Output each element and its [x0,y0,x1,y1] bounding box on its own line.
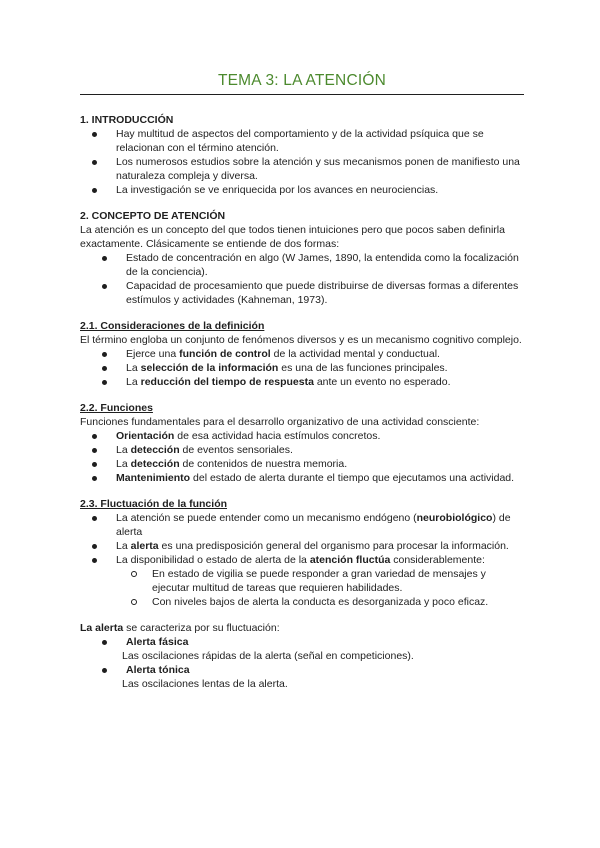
section-concepto [80,209,524,307]
list-item: Alerta tónica [80,663,524,677]
list-item: La disponibilidad o estado de alerta de la atención fluctúa considerablemente: En estado de vigilia se puede responder a gran variedad de mensajes y ejecutar multitud de tareas que requieren habilidades. Con niveles bajos de alerta la conducta es desorganizada y poco eficaz. [80,553,524,609]
document-body [80,113,524,703]
bullet-list [80,663,524,677]
page-title: TEMA 3: LA ATENCIÓN [217,72,387,89]
paragraph: Funciones fundamentales para el desarrollo organizativo de una actividad consciente: [80,416,480,428]
list-item: Alerta fásica [80,635,524,649]
sub-bullet-list [116,567,524,609]
list-item: Orientación de esa actividad hacia estímulos concretos. [80,429,524,443]
section-funciones [80,401,524,485]
section-heading: 2.3. Fluctuación de la función [80,498,228,510]
section-heading: 2.2. Funciones [80,402,153,414]
section-heading: 2. CONCEPTO DE ATENCIÓN [80,210,226,222]
sub-list-item: En estado de vigilia se puede responder a gran variedad de mensajes y ejecutar multitud de tareas que requieren habilidades. [116,567,524,595]
paragraph: El término engloba un conjunto de fenómenos diversos y es un mecanismo cognitivo complejo. [80,334,522,346]
paragraph: La alerta se caracteriza por su fluctuación: [80,622,280,634]
list-item: La reducción del tiempo de respuesta ante un evento no esperado. [80,375,524,389]
list-item: La selección de la información es una de las funciones principales. [80,361,524,375]
list-item: Hay multitud de aspectos del comportamiento y de la actividad psíquica que se relacionan con el término atención. [80,127,524,155]
alert-description: Las oscilaciones lentas de la alerta. [122,678,288,690]
title-underline [80,94,524,95]
alert-description: Las oscilaciones rápidas de la alerta (señal en competiciones). [122,650,414,662]
list-item: La alerta es una predisposición general del organismo para procesar la información. [80,539,524,553]
bullet-list [80,635,524,649]
bullet-list [80,511,524,609]
section-consideraciones [80,319,524,389]
bullet-list [80,429,524,485]
bullet-list [80,347,524,389]
list-item: La detección de eventos sensoriales. [80,443,524,457]
list-item: Estado de concentración en algo (W James, 1890, la entendida como la focalización de la conciencia). [80,251,524,279]
list-item: Mantenimiento del estado de alerta durante el tiempo que ejecutamos una actividad. [80,471,524,485]
list-item: La investigación se ve enriquecida por los avances en neurociencias. [80,183,524,197]
bullet-list [80,127,524,197]
list-item: Los numerosos estudios sobre la atención y sus mecanismos ponen de manifiesto una naturaleza compleja y diversa. [80,155,524,183]
sub-list-item: Con niveles bajos de alerta la conducta es desorganizada y poco eficaz. [116,595,524,609]
section-heading: 1. INTRODUCCIÓN [80,114,174,126]
list-item: La detección de contenidos de nuestra memoria. [80,457,524,471]
list-item: Ejerce una función de control de la actividad mental y conductual. [80,347,524,361]
bullet-list [80,251,524,307]
section-heading: 2.1. Consideraciones de la definición [80,320,265,332]
paragraph: La atención es un concepto del que todos tienen intuiciones pero que pocos saben definirla exactamente. Clásicamente se entiende de dos formas: [80,224,505,250]
list-item: Capacidad de procesamiento que puede distribuirse de diversas formas a diferentes estímulos y actividades (Kahneman, 1973). [80,279,524,307]
section-introduccion [80,113,524,197]
section-fluctuacion [80,497,524,609]
section-alerta [80,621,524,691]
list-item: La atención se puede entender como un mecanismo endógeno (neurobiológico) de alerta [80,511,524,539]
